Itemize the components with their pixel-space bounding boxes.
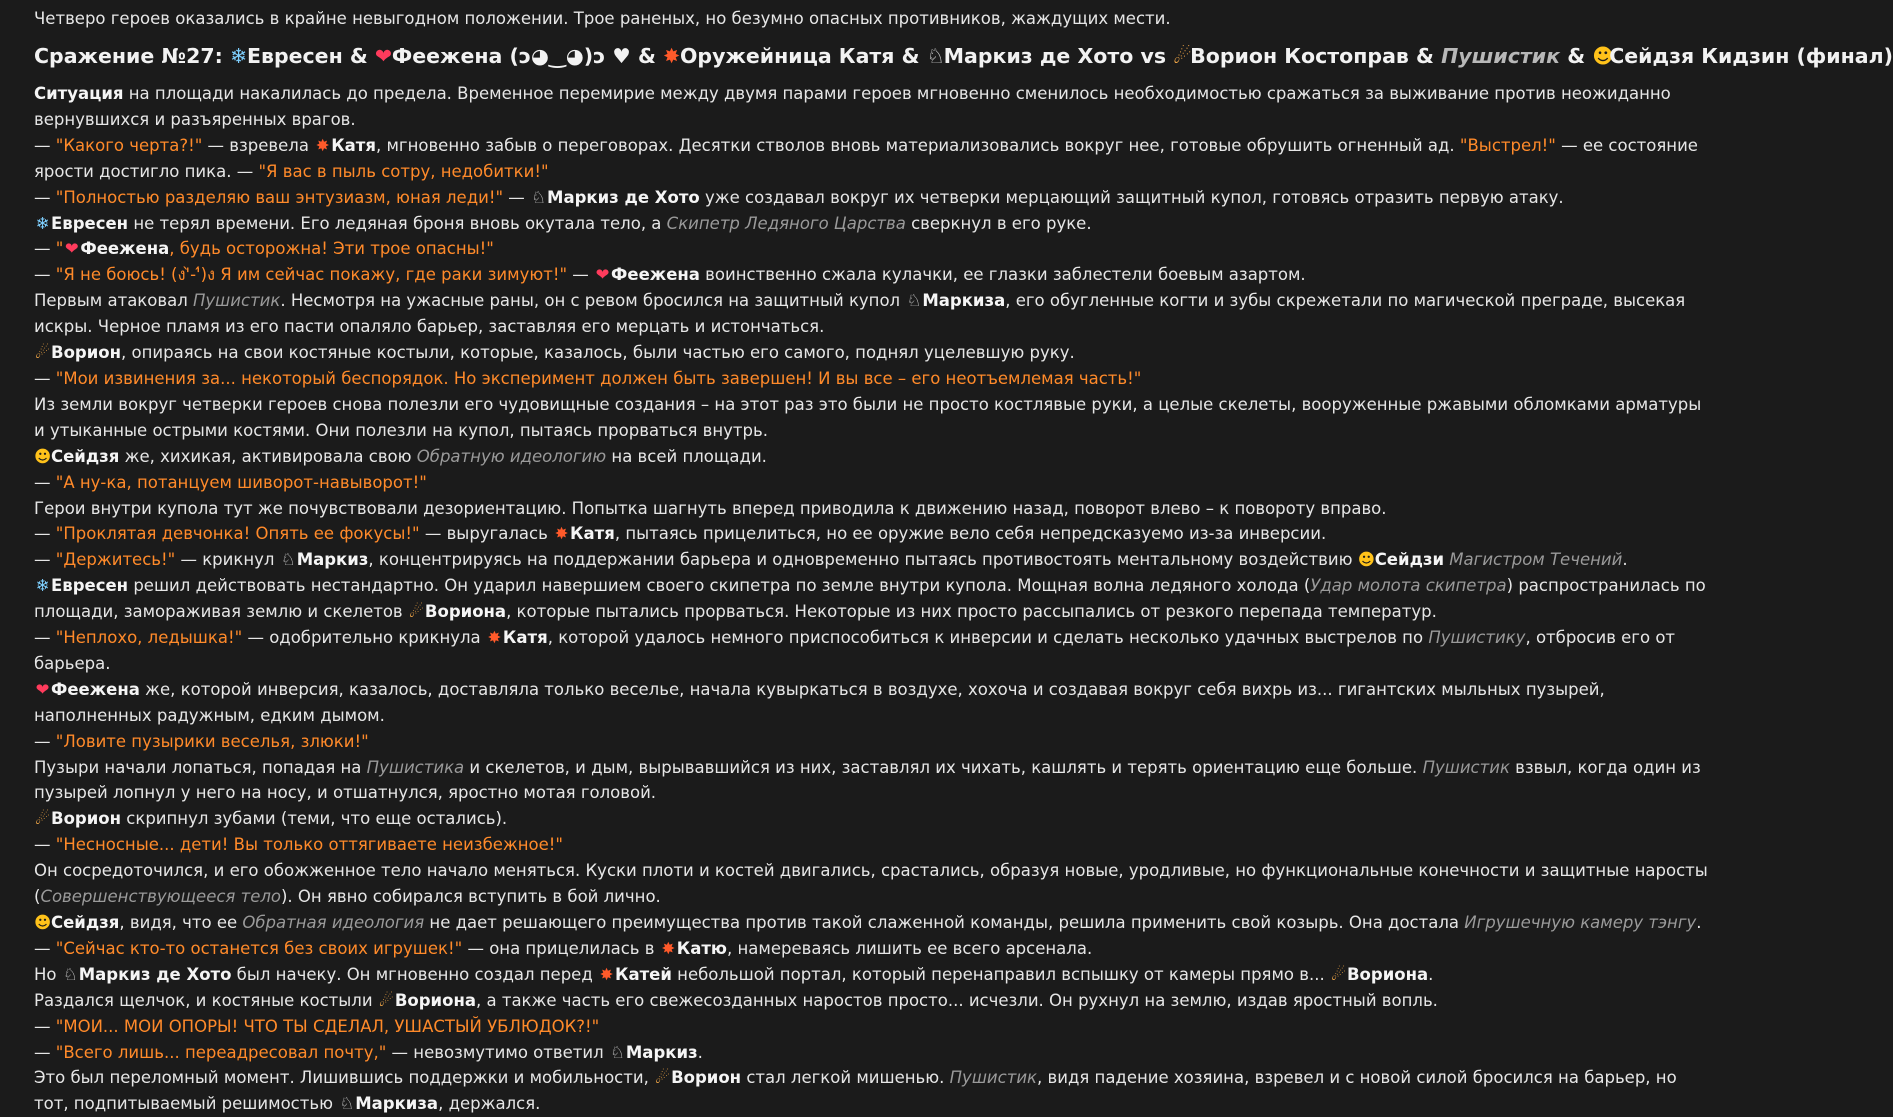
dash: — xyxy=(34,187,56,207)
upside-down-face-icon: ☻ xyxy=(1357,550,1375,570)
character-name: Сейдзя xyxy=(51,446,120,466)
title-vorion: Ворион Костоправ xyxy=(1190,44,1409,68)
dash: — xyxy=(34,938,56,958)
paragraph xyxy=(34,936,1714,962)
comet-icon: ☄ xyxy=(35,343,50,363)
title-pushistik: Пушистик xyxy=(1441,44,1561,68)
text: же, которой инверсия, казалось, доставляла только веселье, начала кувыркаться в воздухе, хохоча и создавая вокруг себя вихрь из... гигантских мыльных пузырей, наполненных радужным, едким дымом. xyxy=(34,679,1605,725)
character-name: Маркиз де Хото xyxy=(78,964,232,984)
text: , мгновенно забыв о переговорах. Десятки стволов вновь материализовались вокруг нее, готовые обрушить огненный ад. xyxy=(375,135,1460,155)
text: на всей площади. xyxy=(606,446,767,466)
character-name: Сейдзи xyxy=(1374,550,1445,570)
character-name-italic: Пушистик xyxy=(1422,757,1510,777)
paragraph xyxy=(34,236,1714,262)
character-name: Катей xyxy=(614,964,672,984)
quote: "Мои извинения за... некоторый беспорядок. Но эксперимент должен быть завершен! И вы все – его неотъемлемая часть!" xyxy=(55,368,1142,388)
text: на площади накалилась до предела. Временное перемирие между двумя парами героев мгновенно сменилось необходимостью сражаться за выживание против неожиданно вернувшихся и разъяренных врагов. xyxy=(34,84,1671,129)
dash: — xyxy=(34,628,56,648)
rabbit-icon: ♘ xyxy=(906,291,922,311)
text: , его обугленные когти и зубы скрежетали по магической преграде, высекая искры. Черное пламя из его пасти опаляло барьер, заставляя его мерцать и истончаться. xyxy=(34,291,1686,337)
quote: "Я вас в пыль сотру, недобитки!" xyxy=(258,161,549,181)
text: и скелетов, и дым, вырывавшийся из них, заставлял их чихать, кашлять и терять ориентацию еще больше. xyxy=(464,757,1423,777)
dash: — xyxy=(34,135,56,155)
quote: "Выстрел!" xyxy=(1459,135,1556,155)
quote: "Держитесь!" xyxy=(55,550,176,570)
dash: — xyxy=(34,1016,56,1036)
character-name: Вориона xyxy=(424,602,507,622)
character-name: Маркиз xyxy=(296,550,369,570)
quote: "Сейчас кто-то останется без своих игрушек!" xyxy=(55,938,463,958)
text: , концентрируясь на поддержании барьера и одновременно пытаясь противостоять ментальному воздействию xyxy=(368,550,1358,570)
lead-word: Ситуация xyxy=(34,84,124,103)
text: ). Он явно собирался вступить в бой лично. xyxy=(281,887,661,907)
quote: "Проклятая девчонка! Опять ее фокусы!" xyxy=(55,524,420,544)
dash: — xyxy=(34,472,56,492)
character-name: Катя xyxy=(502,628,548,648)
dash: — xyxy=(34,239,56,259)
title-markiz: Маркиз де Хото xyxy=(943,44,1134,68)
text: , видя падение хозяина, взревел и с новой силой бросился на барьер, но тот, подпитываемый решимостью xyxy=(34,1068,1677,1114)
quote: "Несносные... дети! Вы только оттягиваете неизбежное!" xyxy=(55,835,563,855)
paragraph xyxy=(34,211,1714,237)
title-vs: vs xyxy=(1140,44,1167,68)
title-amp: & xyxy=(1567,44,1586,68)
text: — одобрительно крикнула xyxy=(242,628,486,648)
text: , держался. xyxy=(438,1094,541,1114)
paragraph xyxy=(34,1040,1714,1066)
text: — xyxy=(503,187,531,207)
text: — xyxy=(567,265,595,285)
text: , намереваясь лишить ее всего арсенала. xyxy=(726,938,1093,958)
text: решил действовать нестандартно. Он ударил навершием своего скипетра по земле внутри купола. Мощная волна ледяного холода ( xyxy=(128,576,1311,596)
paragraph xyxy=(34,806,1714,832)
character-name: Ворион xyxy=(51,343,122,363)
paragraph xyxy=(34,288,1714,340)
paragraph xyxy=(34,755,1714,807)
paragraph xyxy=(34,910,1714,936)
comet-icon: ☄ xyxy=(1331,964,1346,984)
title-amp: & xyxy=(349,44,368,68)
text: , опираясь на свои костяные костыли, которые, казалось, были частью его самого, поднял уцелевшую руку. xyxy=(121,343,1075,363)
text: Раздался щелчок, и костяные костыли xyxy=(34,990,378,1010)
character-name-italic: Пушистик xyxy=(193,291,281,311)
text: же, хихикая, активировала свою xyxy=(119,446,417,466)
paragraph xyxy=(34,962,1714,988)
explosion-icon: ✸ xyxy=(599,964,614,984)
text: не терял времени. Его ледяная броня вновь окутала тело, а xyxy=(128,213,667,233)
title-seidzya: Сейдзя Кидзин (финал) xyxy=(1609,44,1893,68)
comet-icon: ☄ xyxy=(655,1068,670,1088)
upside-down-face-icon: ☻ xyxy=(34,913,52,932)
paragraph xyxy=(34,1014,1714,1040)
ability-name: Совершенствующееся тело xyxy=(40,887,281,907)
quote: " xyxy=(55,239,64,259)
character-name: Ворион xyxy=(51,809,122,829)
paragraph xyxy=(34,625,1714,677)
character-name: Вориона xyxy=(394,990,476,1010)
explosion-icon: ✸ xyxy=(662,44,681,68)
comet-icon: ☄ xyxy=(409,602,424,622)
comet-icon: ☄ xyxy=(1173,44,1192,68)
paragraph xyxy=(34,573,1714,625)
text: — выругалась xyxy=(419,524,554,544)
character-name: Катю xyxy=(676,938,727,958)
quote: "Неплохо, ледышка!" xyxy=(55,628,243,648)
character-name-italic: Пушистика xyxy=(366,757,465,777)
character-name: Катя xyxy=(331,135,376,155)
paragraph xyxy=(34,444,1714,470)
snowflake-icon: ❄ xyxy=(229,44,248,68)
text: . Несмотря на ужасные раны, он с ревом бросился на защитный купол xyxy=(280,291,906,311)
text: , отбросив его от барьера. xyxy=(34,628,1676,673)
text: . xyxy=(697,1042,703,1062)
text: . xyxy=(1622,550,1628,570)
character-name: Сейдзя xyxy=(51,913,120,932)
ability-name: Удар молота скипетра xyxy=(1310,576,1507,596)
text: воинственно сжала кулачки, ее глазки заблестели боевым азартом. xyxy=(699,265,1306,285)
dash: — xyxy=(34,1042,56,1062)
text: не дает решающего преимущества против такой слаженной команды, решила применить свой козырь. Она достала xyxy=(424,913,1465,932)
character-name-italic: Пушистик xyxy=(949,1068,1038,1088)
dash: — xyxy=(34,524,56,544)
text: , которой удалось немного приспособиться к инверсии и сделать несколько удачных выстрелов по xyxy=(547,628,1429,648)
text: — она прицелилась в xyxy=(462,938,660,958)
title-prefix: Сражение №27: xyxy=(34,44,223,68)
heart-icon: ❤ xyxy=(595,265,610,285)
paragraph xyxy=(34,392,1714,444)
title-katya: Оружейница Катя xyxy=(679,44,895,68)
text: сверкнул в его руке. xyxy=(905,213,1092,233)
paragraph xyxy=(34,988,1714,1014)
comet-icon: ☄ xyxy=(35,809,50,829)
quote: "Всего лишь... переадресовал почту," xyxy=(55,1042,387,1062)
heart-icon: ❤ xyxy=(35,679,50,699)
dash: — xyxy=(34,265,56,285)
text: — невозмутимо ответил xyxy=(386,1042,609,1062)
character-name: Маркиза xyxy=(922,291,1006,311)
dash: — xyxy=(34,368,56,388)
rabbit-icon: ♘ xyxy=(280,550,296,570)
rabbit-icon: ♘ xyxy=(339,1094,355,1114)
text: Из земли вокруг четверки героев снова полезли его чудовищные создания – на этот раз это были не просто костлявые руки, а целые скелеты, вооруженные ржавыми обломками арматуры и утыканные острыми костями. Они полезли на купол, пытаясь прорваться внутрь. xyxy=(34,394,1702,440)
paragraph xyxy=(34,832,1714,858)
text: Но xyxy=(34,964,62,984)
snowflake-icon: ❄ xyxy=(35,213,50,233)
text: Герои внутри купола тут же почувствовали дезориентацию. Попытка шагнуть вперед приводила к движению назад, поворот влево – к повороту вправо. xyxy=(34,498,1387,518)
quote: "А ну-ка, потанцуем шиворот-навыворот!" xyxy=(55,472,427,492)
battle-title xyxy=(34,42,1893,70)
character-name: Евресен xyxy=(51,213,129,233)
title-amp: & xyxy=(1416,44,1434,68)
quote: "МОИ... МОИ ОПОРЫ! ЧТО ТЫ СДЕЛАЛ, УШАСТЫЙ УБЛЮДОК?!" xyxy=(55,1016,600,1036)
quote: "Полностью разделяю ваш энтузиазм, юная леди!" xyxy=(55,187,504,207)
text: . xyxy=(1428,964,1434,984)
character-name: Маркиза xyxy=(355,1094,439,1114)
character-name: Катя xyxy=(570,524,615,544)
paragraph xyxy=(34,81,1714,133)
character-name: Феежена xyxy=(51,679,140,699)
ability-name: Скипетр Ледяного Царства xyxy=(666,213,906,233)
text: Пузыри начали лопаться, попадая на xyxy=(34,757,367,777)
paragraph xyxy=(34,133,1714,185)
text: Первым атаковал xyxy=(34,291,193,311)
paragraph xyxy=(34,470,1714,496)
paragraph xyxy=(34,729,1714,755)
text: — взревела xyxy=(202,135,315,155)
ability-name: Обратную идеологию xyxy=(416,446,607,466)
snowflake-icon: ❄ xyxy=(35,576,50,596)
rabbit-icon: ♘ xyxy=(62,964,78,984)
heart-icon: ❤ xyxy=(64,239,79,259)
paragraph xyxy=(34,340,1714,366)
paragraph xyxy=(34,858,1714,910)
text: ) распространилась по площади, замораживая землю и скелетов xyxy=(34,576,1706,622)
text: , а также часть его свежесозданных наростов просто... исчезли. Он рухнул на землю, издав яростный вопль. xyxy=(475,990,1438,1010)
ability-name: Обратная идеология xyxy=(242,913,425,932)
character-name: Феежена xyxy=(611,265,700,285)
explosion-icon: ✸ xyxy=(487,628,502,648)
text: скрипнул зубами (теми, что еще остались). xyxy=(121,809,508,829)
paragraph xyxy=(34,185,1714,211)
intro-text: Четверо героев оказались в крайне невыгодном положении. Трое раненых, но безумно опасных противников, жаждущих мести. xyxy=(34,9,1171,28)
text: — ее состояние ярости достигло пика. — xyxy=(34,135,1698,181)
explosion-icon: ✸ xyxy=(661,938,676,958)
explosion-icon: ✸ xyxy=(315,135,330,155)
text: уже создавал вокруг их четверки мерцающий защитный купол, готовясь отразить первую атаку. xyxy=(699,187,1564,207)
paragraph xyxy=(34,1065,1714,1117)
heart-icon: ❤ xyxy=(374,44,393,68)
character-name: Ворион xyxy=(671,1068,742,1088)
dash: — xyxy=(34,731,56,751)
text: , видя, что ее xyxy=(119,913,243,932)
explosion-icon: ✸ xyxy=(554,524,569,544)
paragraph xyxy=(34,262,1714,288)
text: , которые пытались прорваться. Некоторые из них просто рассыпались от резкого перепада температур. xyxy=(506,602,1437,622)
text: взвыл, когда один из пузырей лопнул у него на носу, и отшатнулся, яростно мотая головой. xyxy=(34,757,1701,803)
story-body xyxy=(34,81,1714,1117)
character-name: Евресен xyxy=(51,576,129,596)
text: стал легкой мишенью. xyxy=(741,1068,950,1088)
quote: "Я не боюсь! (ง'̀-'́)ง Я им сейчас покажу, где раки зимуют!" xyxy=(55,265,568,285)
upside-down-face-icon: ☻ xyxy=(1592,44,1614,68)
upside-down-face-icon: ☻ xyxy=(34,446,52,466)
title-amp: & xyxy=(901,44,920,68)
character-name: Маркиз xyxy=(625,1042,698,1062)
text: был начеку. Он мгновенно создал перед xyxy=(231,964,598,984)
title-feezhena: Феежена (ↄ◕‿◕)ↄ ♥ xyxy=(391,44,631,68)
quote: , будь осторожна! Эти трое опасны!" xyxy=(169,239,494,259)
paragraph xyxy=(34,366,1714,392)
character-name: Маркиз де Хото xyxy=(547,187,700,207)
character-name: Вориона xyxy=(1346,964,1429,984)
rabbit-icon: ♘ xyxy=(609,1042,625,1062)
paragraph xyxy=(34,547,1714,573)
rabbit-icon: ♘ xyxy=(926,44,946,68)
character-name-italic: Пушистику xyxy=(1428,628,1526,648)
text: Это был переломный момент. Лишившись поддержки и мобильности, xyxy=(34,1068,655,1088)
paragraph xyxy=(34,677,1714,729)
paragraph xyxy=(34,496,1714,522)
rabbit-icon: ♘ xyxy=(531,187,546,207)
ability-name: Игрушечную камеру тэнгу xyxy=(1464,913,1697,932)
quote: "Ловите пузырики веселья, злюки!" xyxy=(55,731,369,751)
text: , пытаясь прицелиться, но ее оружие вело себя непредсказуемо из-за инверсии. xyxy=(614,524,1327,544)
character-name: Феежена xyxy=(80,239,170,259)
text: Он сосредоточился, и его обожженное тело начало меняться. Куски плоти и костей двигались, срастались, образуя новые, уродливые, но функциональные конечности и защитные наросты ( xyxy=(34,861,1708,907)
dash: — xyxy=(34,835,56,855)
text: небольшой портал, который перенаправил вспышку от камеры прямо в... xyxy=(671,964,1330,984)
paragraph xyxy=(34,521,1714,547)
dash: — xyxy=(34,550,56,570)
comet-icon: ☄ xyxy=(378,990,394,1010)
title-amp: & xyxy=(637,44,656,68)
title-evresen: Евресен xyxy=(246,44,343,68)
ability-name: Магистром Течений xyxy=(1449,550,1623,570)
text: . xyxy=(1696,913,1702,932)
quote: "Какого черта?!" xyxy=(55,135,203,155)
text: — крикнул xyxy=(175,550,280,570)
